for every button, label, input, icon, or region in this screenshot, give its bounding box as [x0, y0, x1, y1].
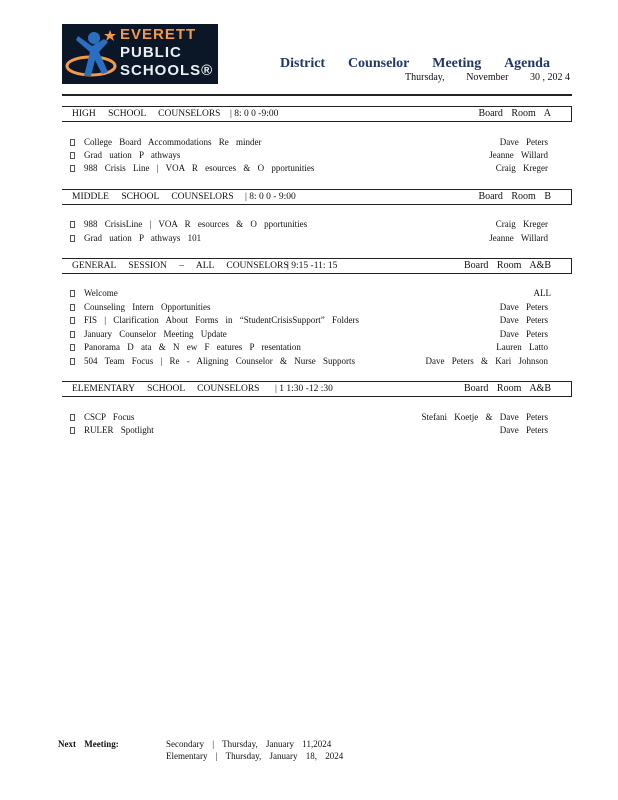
section-time: | 1 1:30 -12 :30: [275, 384, 333, 394]
agenda-item-presenter: Jeanne Willard: [489, 233, 548, 243]
checkbox-icon: [70, 331, 75, 338]
section-title: MIDDLE SCHOOL COUNSELORS: [72, 192, 234, 202]
agenda-item: [70, 412, 548, 424]
agenda-item: [70, 219, 548, 231]
agenda-item: [70, 233, 548, 245]
agenda-item-topic: 988 Crisis Line | VOA R esources & O pportunities: [84, 163, 315, 173]
agenda-item-presenter: Dave Peters: [499, 137, 548, 147]
next-meeting-label: Next Meeting:: [58, 739, 119, 749]
section-header-general-session: [62, 258, 572, 274]
agenda-item: [70, 315, 548, 327]
agenda-item: [70, 163, 548, 175]
agenda-item-topic: 504 Team Focus | Re - Aligning Counselor & Nurse Supports: [84, 356, 355, 366]
checkbox-icon: [70, 414, 75, 421]
agenda-item-topic: CSCP Focus: [84, 412, 135, 422]
date-part: November: [466, 72, 509, 83]
agenda-item-topic: Counseling Intern Opportunities: [84, 302, 211, 312]
agenda-item: [70, 425, 548, 437]
section-time: | 8: 0 0 -9:00: [230, 109, 279, 119]
section-room: Board Room A&B: [463, 383, 551, 394]
agenda-item: [70, 288, 551, 300]
title-word: District: [280, 56, 326, 71]
next-meeting-elementary: Elementary | Thursday, January 18, 2024: [166, 751, 344, 761]
checkbox-icon: [70, 290, 75, 297]
checkbox-icon: [70, 304, 75, 311]
logo-line-everett: EVERETT: [120, 26, 197, 43]
agenda-item-presenter: Craig Kreger: [495, 163, 548, 173]
page-title: [280, 56, 550, 72]
title-word: Agenda: [504, 56, 550, 71]
agenda-item-topic: Welcome: [84, 288, 118, 298]
section-time: | 8: 0 0 - 9:00: [245, 192, 296, 202]
checkbox-icon: [70, 235, 75, 242]
section-header-elementary: [62, 381, 572, 397]
agenda-item-topic: January Counselor Meeting Update: [84, 329, 227, 339]
logo-line-schools: SCHOOLS®: [120, 62, 214, 79]
date-part: 30 , 202 4: [530, 72, 570, 83]
agenda-item-topic: RULER Spotlight: [84, 425, 154, 435]
agenda-item-presenter: Craig Kreger: [495, 219, 548, 229]
agenda-item-presenter: Lauren Latto: [496, 342, 548, 352]
district-logo: [62, 24, 218, 84]
section-title: HIGH SCHOOL COUNSELORS: [72, 109, 221, 119]
agenda-item-presenter: Dave Peters: [499, 329, 548, 339]
agenda-item-topic: Panorama D ata & N ew F eatures P resentation: [84, 342, 301, 352]
next-meeting-secondary: Secondary | Thursday, January 11,2024: [166, 739, 332, 749]
agenda-item-topic: College Board Accommodations Re minder: [84, 137, 262, 147]
agenda-item-topic: Grad uation P athways 101: [84, 233, 202, 243]
agenda-item-presenter: Dave Peters: [499, 425, 548, 435]
checkbox-icon: [70, 317, 75, 324]
agenda-item-presenter: Dave Peters: [499, 302, 548, 312]
section-room: Board Room B: [478, 191, 551, 202]
agenda-item-presenter: ALL: [533, 288, 551, 298]
checkbox-icon: [70, 139, 75, 146]
section-header-high-school: [62, 106, 572, 122]
checkbox-icon: [70, 427, 75, 434]
agenda-item-presenter: Dave Peters: [499, 315, 548, 325]
section-title: GENERAL SESSION – ALL COUNSELORS: [72, 261, 289, 271]
title-word: Meeting: [432, 56, 482, 71]
agenda-item-topic: Grad uation P athways: [84, 150, 181, 160]
agenda-item-presenter: Stefani Koetje & Dave Peters: [421, 412, 548, 422]
agenda-item-topic: 988 CrisisLine | VOA R esources & O pportunities: [84, 219, 308, 229]
header-divider: [62, 94, 572, 96]
section-header-middle-school: [62, 189, 572, 205]
agenda-item-topic: FIS | Clarification About Forms in “StudentCrisisSupport” Folders: [84, 315, 360, 325]
checkbox-icon: [70, 221, 75, 228]
agenda-item-presenter: Jeanne Willard: [489, 150, 548, 160]
agenda-item: [70, 329, 548, 341]
logo-line-public: PUBLIC: [120, 44, 182, 61]
checkbox-icon: [70, 165, 75, 172]
section-time: | 9:15 -11: 15: [287, 261, 338, 271]
checkbox-icon: [70, 344, 75, 351]
date-part: Thursday,: [405, 72, 445, 83]
section-room: Board Room A&B: [463, 260, 551, 271]
meeting-date: [405, 72, 570, 83]
agenda-item: [70, 150, 548, 162]
checkbox-icon: [70, 358, 75, 365]
section-title: ELEMENTARY SCHOOL COUNSELORS: [72, 384, 260, 394]
agenda-item: [70, 356, 548, 368]
agenda-item: [70, 137, 548, 149]
section-room: Board Room A: [478, 108, 551, 119]
student-figure-logo-icon: [64, 26, 118, 82]
agenda-item: [70, 302, 548, 314]
agenda-item-presenter: Dave Peters & Kari Johnson: [425, 356, 548, 366]
title-word: Counselor: [347, 56, 410, 71]
agenda-item: [70, 342, 548, 354]
checkbox-icon: [70, 152, 75, 159]
